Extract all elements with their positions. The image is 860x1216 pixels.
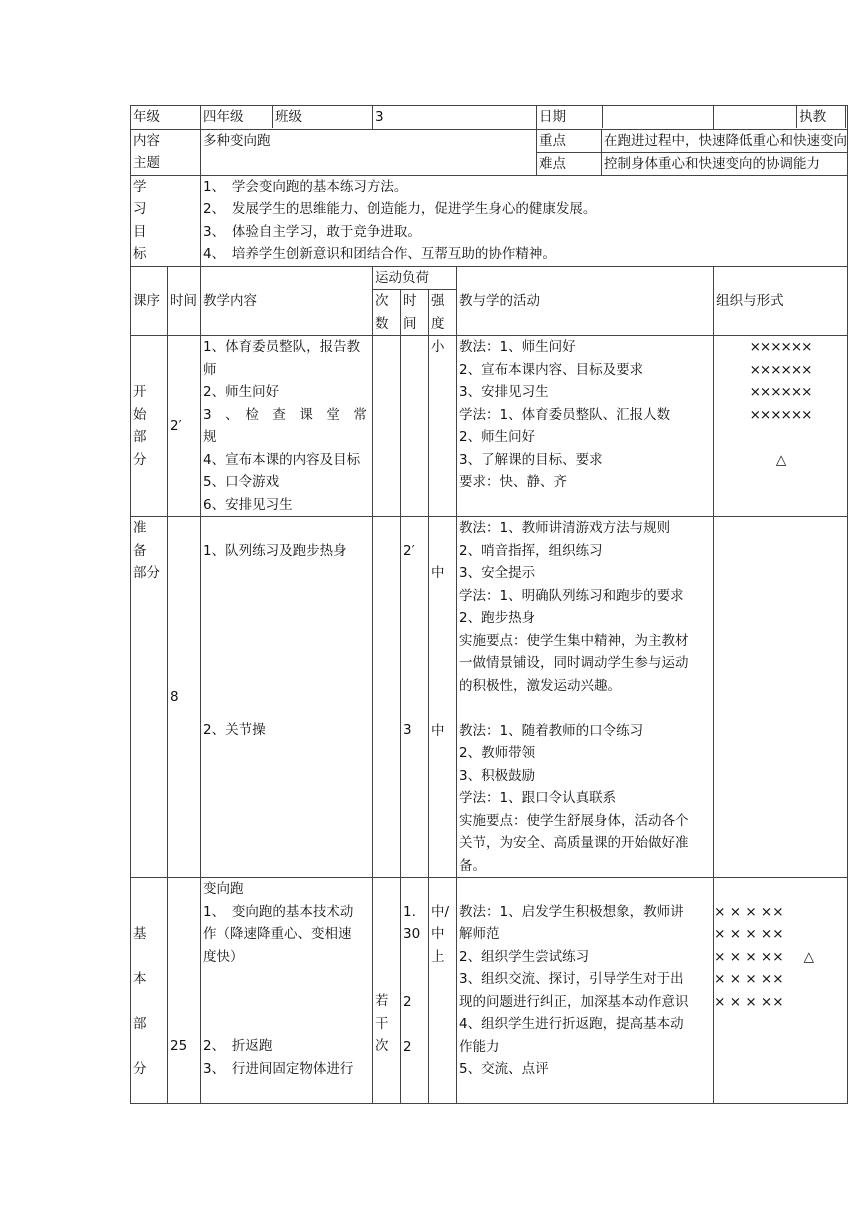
formation-row: × × × ×× xyxy=(714,993,784,1010)
section-main-organization xyxy=(714,878,848,1104)
date-label: 日期 xyxy=(537,106,603,128)
section-main-content: 变向跑 1、 变向跑的基本技术动 作（降速降重心、变相速 度快） 2、 折返跑 3、 行进间固定物体进行 xyxy=(201,878,373,1104)
section-warmup-row xyxy=(131,517,848,878)
col-duration: 时 间 xyxy=(401,290,429,336)
key-value: 在跑进过程中，快速降低重心和快速变向 xyxy=(604,132,847,149)
date-value xyxy=(603,106,713,128)
teacher-label: 执教 xyxy=(796,106,846,128)
formation-row: ×××××× xyxy=(749,406,812,423)
formation-row: ×××××× xyxy=(749,361,812,378)
col-activity: 教与学的活动 xyxy=(457,266,714,336)
section-main-name: 基 本 部 分 xyxy=(131,878,168,1104)
col-intensity: 强 度 xyxy=(429,290,457,336)
goal-item: 2、 发展学生的思维能力、创造能力，促进学生身心的健康发展。 xyxy=(203,201,597,217)
section-main-duration: 1. 30 2 2 xyxy=(401,878,429,1104)
difficulty-value: 控制身体重心和快速变向的协调能力 xyxy=(604,155,820,172)
formation-row: × × × ×× xyxy=(714,948,784,965)
section-start-intensity: 小 xyxy=(429,336,457,517)
section-warmup-activity: 教法：1、教师讲清游戏方法与规则 2、哨音指挥，组织练习 3、安全提示 学法：1、明确队列练习和跑步的要求 2、跑步热身 实施要点：使学生集中精神，为主教材 一做情景铺设，同时调动学生参与运动 的积极性，激发运动兴趣。 教法：1、随着教师的口令练习 2、教师带领 3、积极鼓励 学法：1、跟口令认真联系 实施要点：使学生舒展身体，活动各个 关节，为安全、高质量课的开始做好准 备。 xyxy=(457,517,714,878)
goals-row xyxy=(131,175,848,266)
section-warmup-time: 8 xyxy=(168,517,201,878)
col-time: 时间 xyxy=(168,266,201,336)
section-warmup-intensity: 中 中 xyxy=(429,517,457,878)
section-main-intensity: 中/ 中 上 xyxy=(429,878,457,1104)
column-header-row xyxy=(131,266,848,290)
teacher-value xyxy=(846,106,847,128)
grade-value: 四年级 xyxy=(201,106,273,128)
section-warmup-count xyxy=(373,517,401,878)
col-organization: 组织与形式 xyxy=(714,266,848,336)
formation-row: ×××××× xyxy=(749,384,812,400)
section-warmup-duration: 2′ 3 xyxy=(401,517,429,878)
col-load: 运动负荷 xyxy=(373,266,457,290)
goal-item: 4、 培养学生创新意识和团结合作、互帮互助的协作精神。 xyxy=(203,246,556,262)
section-warmup-organization xyxy=(714,517,848,878)
lesson-plan-table xyxy=(130,105,848,1104)
section-start-time: 2′ xyxy=(168,336,201,517)
section-start-organization xyxy=(714,336,848,517)
col-section: 课序 xyxy=(131,266,168,336)
goal-item: 1、 学会变向跑的基本练习方法。 xyxy=(203,178,408,195)
section-main-time: 25 xyxy=(168,878,201,1104)
class-value: 3 xyxy=(373,106,537,130)
formation-row: × × × ×× xyxy=(714,926,784,942)
section-start-count xyxy=(373,336,401,517)
section-warmup-content: 1、队列练习及跑步热身 2、关节操 xyxy=(201,517,373,878)
section-start-activity: 教法：1、师生问好 2、宣布本课内容、目标及要求 3、安排见习生 学法：1、体育委员整队、汇报人数 2、师生问好 3、了解课的目标、要求 要求：快、静、齐 xyxy=(457,336,714,517)
goals-label: 学 习 目 标 xyxy=(131,175,201,266)
difficulty-label: 难点 xyxy=(537,153,602,175)
topic-label: 内容主题 xyxy=(131,129,201,175)
topic-value: 多种变向跑 xyxy=(201,129,537,175)
formation-row: × × × ×× xyxy=(714,971,784,987)
formation-row: ×××××× xyxy=(749,339,812,355)
goal-item: 3、 体验自主学习，敢于竞争进取。 xyxy=(203,223,421,240)
section-start-row xyxy=(131,336,848,517)
formation-row: × × × ×× xyxy=(714,903,784,920)
section-start-duration xyxy=(401,336,429,517)
lesson-plan xyxy=(130,105,848,1104)
teacher-triangle-icon: △ xyxy=(803,948,814,965)
key-label: 重点 xyxy=(537,130,602,152)
col-content: 教学内容 xyxy=(201,266,373,336)
section-main-row xyxy=(131,878,848,1104)
section-start-name: 开 始 部 分 xyxy=(131,336,168,517)
header-row xyxy=(131,106,848,130)
section-start-content: 1、体育委员整队，报告教 师 2、师生问好 3 、 检 查 课 堂 常 规 4、宣布本课的内容及目标 5、口令游戏 6、安排见习生 xyxy=(201,336,373,517)
class-label: 班级 xyxy=(275,109,302,125)
section-main-activity: 教法：1、启发学生积极想象，教师讲 解师范 2、组织学生尝试练习 3、组织交流、探讨，引导学生对于出 现的问题进行纠正，加深基本动作意识 4、组织学生进行折返跑，提高基本动 作能力 5、交流、点评 xyxy=(457,878,714,1104)
goals-list xyxy=(201,175,848,266)
grade-label: 年级 xyxy=(131,106,201,130)
section-warmup-name: 准 备 部分 xyxy=(131,517,168,878)
col-count: 次 数 xyxy=(373,290,401,336)
teacher-triangle-icon: △ xyxy=(775,451,786,468)
section-main-count: 若 干 次 xyxy=(373,878,401,1104)
